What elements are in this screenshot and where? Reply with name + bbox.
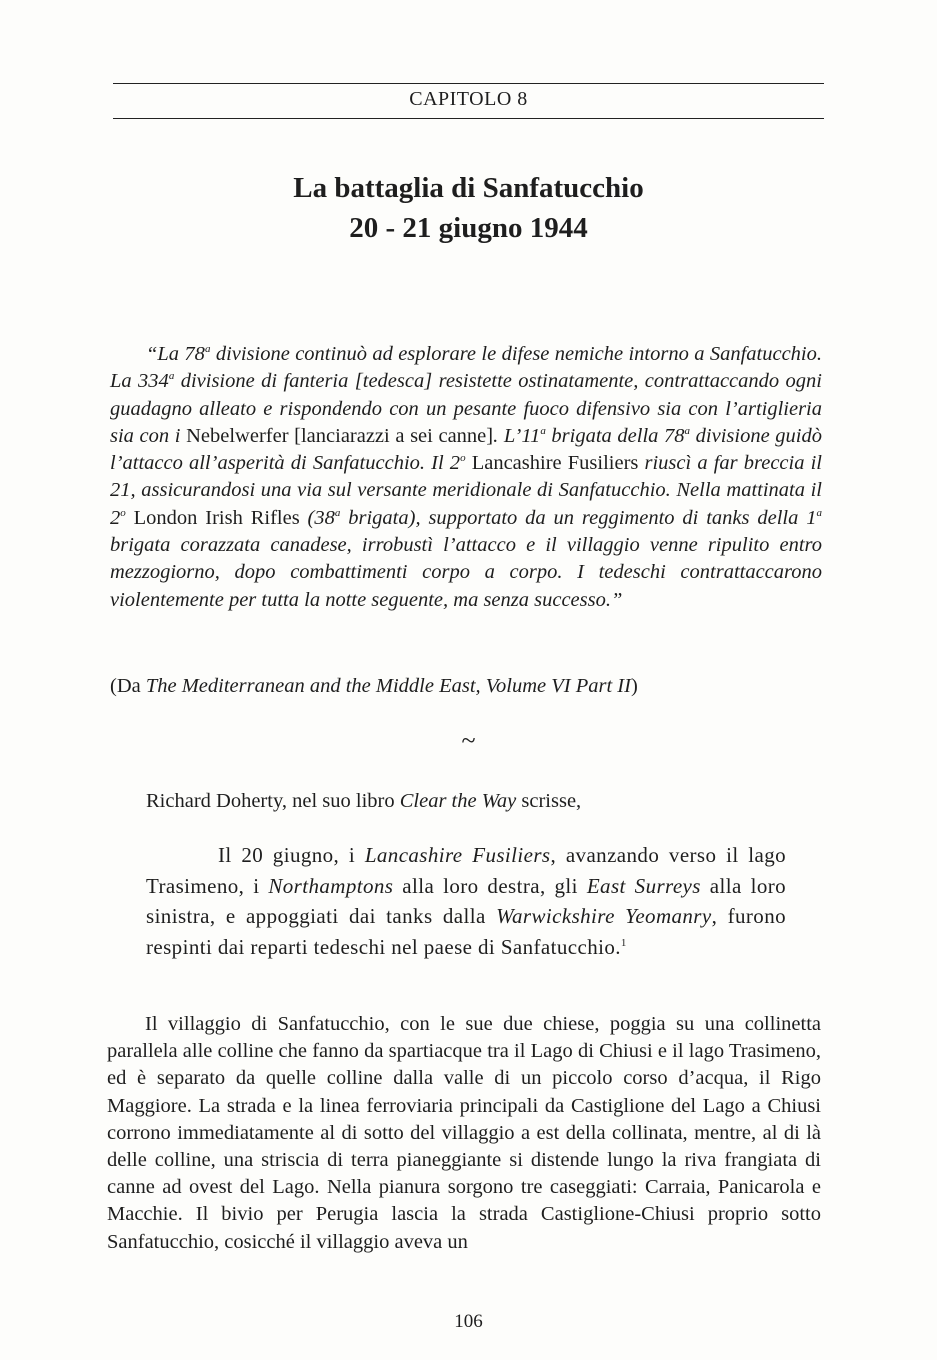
book-title: Clear the Way bbox=[399, 790, 517, 812]
quote-upright-text: Lancashire Fusiliers bbox=[471, 452, 639, 475]
quote-text: riuscì a far breccia il 21, assicurandosi una via sul versante meridionale di Sanfatucchio. Nella mattinata il 2 bbox=[110, 452, 822, 529]
intro-text: Richard Doherty, nel suo libro bbox=[146, 790, 400, 812]
quote-text: brigata della 78 bbox=[545, 424, 685, 447]
source-suffix: ) bbox=[630, 675, 638, 697]
footnote-marker: 1 bbox=[620, 936, 627, 949]
unit-name: East Surreys bbox=[586, 873, 701, 898]
page-number: 106 bbox=[454, 1311, 483, 1332]
epigraph-quote bbox=[110, 341, 822, 614]
block-quote-paragraph bbox=[146, 840, 786, 962]
quote-text: . L’11 bbox=[493, 424, 541, 447]
unit-name: Warwickshire Yeomanry bbox=[496, 904, 712, 928]
intro-text: scrisse, bbox=[516, 790, 582, 812]
quote-text: (38 bbox=[299, 506, 335, 529]
block-text: alla loro sinistra, e appoggiati dai tanks dalla bbox=[146, 873, 787, 928]
source-title: The Mediterranean and the Middle East, Volume VI Part II bbox=[145, 675, 631, 697]
epigraph-paragraph bbox=[110, 341, 822, 614]
intro-line bbox=[146, 787, 581, 815]
source-prefix: (Da bbox=[110, 675, 146, 697]
header-rule-bottom bbox=[113, 118, 824, 119]
chapter-title-line-2: 20 - 21 giugno 1944 bbox=[349, 212, 588, 244]
quote-text: divisione di fanteria [tedesca] resistette ostinatamente, contrattaccando ogni guadagno alleato e rispondendo con un pesante fuoco difensivo sia con l’artiglieria sia con i bbox=[110, 370, 822, 447]
quote-text: brigata corazzata canadese, irrobustì l’attacco e il villaggio venne ripulito entro mezzogiorno, dopo combattimenti corpo a corpo. I tedeschi contrattaccarono violentemente per tutta la notte seguente, ma senza successo.” bbox=[110, 534, 822, 611]
chapter-title-line-1: La battaglia di Sanfatucchio bbox=[293, 172, 644, 204]
quote-upright-text: London Irish Rifles bbox=[133, 506, 300, 529]
body-text bbox=[107, 1011, 821, 1256]
quote-text: divisione guidò l’attacco all’asperità di Sanfatucchio. Il 2 bbox=[110, 424, 823, 475]
quote-source bbox=[110, 673, 638, 700]
body-paragraph: Il villaggio di Sanfatucchio, con le sue due chiese, poggia su una collinetta parallela alle colline che fanno da spartiacque tra il Lago di Chiusi e il lago Trasimeno, ed è separato da quelle colline dalla valle di un piccolo corso d’acqua, il Rigo Maggiore. La strada e la linea ferroviaria principali da Castiglione del Lago a Chiusi corrono immediatamente al di sotto del villaggio a est della collinata, mentre, al di là delle colline, una striscia di terra pianeggiante si distende lungo la riva frangiata di canne ad ovest del Lago. Nella pianura sorgono tre caseggiati: Carraia, Panicarola e Macchie. Il bivio per Perugia lascia la strada Castiglione-Chiusi proprio sotto Sanfatucchio, cosicché il villaggio aveva un bbox=[107, 1013, 821, 1253]
ordinal-suffix: a bbox=[816, 506, 822, 519]
block-text: , furono respinti dai reparti tedeschi nel paese di Sanfatucchio. bbox=[146, 904, 787, 959]
ordinal-suffix: o bbox=[120, 506, 126, 519]
block-text: alla loro destra, gli bbox=[393, 873, 587, 898]
ordinal-suffix: o bbox=[460, 452, 466, 465]
ordinal-suffix: a bbox=[204, 343, 211, 356]
block-text: , avanzando verso il lago Trasimeno, i bbox=[146, 843, 787, 898]
quote-text: divisione continuò ad esplorare le difese nemiche intorno a Sanfatucchio. La 334 bbox=[110, 343, 822, 393]
ordinal-suffix: a bbox=[540, 425, 546, 438]
block-quote bbox=[146, 840, 786, 962]
block-text: Il 20 giugno, i bbox=[218, 843, 365, 867]
header-rule-top bbox=[113, 83, 824, 84]
quote-upright-text: Nebelwerfer [lanciarazzi a sei canne] bbox=[186, 424, 494, 447]
quote-text bbox=[126, 507, 134, 529]
ordinal-suffix: a bbox=[168, 370, 175, 383]
quote-text: “La 78 bbox=[146, 343, 205, 365]
quote-text: brigata), supportato da un reggimento di tanks della 1 bbox=[340, 506, 817, 529]
section-separator: ~ bbox=[461, 726, 476, 755]
ordinal-suffix: a bbox=[334, 506, 341, 519]
unit-name: Northamptons bbox=[268, 873, 394, 898]
unit-name: Lancashire Fusiliers bbox=[364, 843, 551, 867]
chapter-title bbox=[113, 168, 824, 248]
chapter-label: CAPITOLO 8 bbox=[409, 88, 528, 110]
ordinal-suffix: a bbox=[684, 425, 691, 438]
